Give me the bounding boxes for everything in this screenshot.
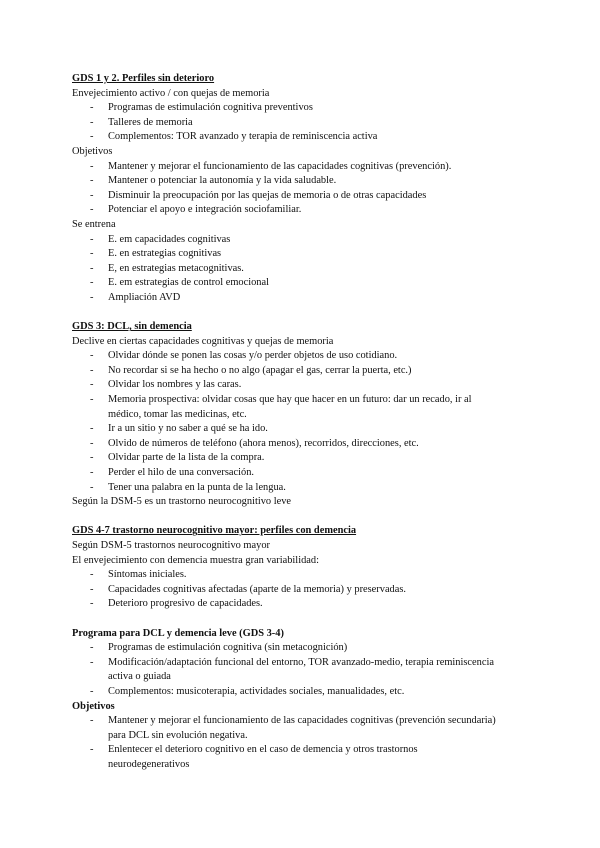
list-item-line: para DCL sin evolución negativa. xyxy=(108,729,248,741)
section-line: El envejecimiento con demencia muestra gran variabilidad: xyxy=(72,554,319,566)
list-item xyxy=(72,393,532,422)
objectives-label: Objetivos xyxy=(72,700,115,712)
list-item: - Complementos: musicoterapia, actividades sociales, manualidades, etc. xyxy=(72,685,532,700)
list-item: - Olvidar los nombres y las caras. xyxy=(72,378,532,393)
section-heading-gds-1-2: GDS 1 y 2. Perfiles sin deterioro xyxy=(72,73,215,84)
program-list xyxy=(72,641,532,699)
objectives-list xyxy=(72,160,532,218)
training-list xyxy=(72,233,532,306)
section-intro: Declive en ciertas capacidades cognitivas y quejas de memoria xyxy=(72,335,334,347)
list-item: - Tener una palabra en la punta de la lengua. xyxy=(72,481,532,496)
section-line: Según DSM-5 trastornos neurocognitivo mayor xyxy=(72,540,270,551)
list-item-line: - Modificación/adaptación funcional del entorno, TOR avanzado-medio, terapia reminiscencia xyxy=(108,656,494,668)
spacer xyxy=(72,612,532,627)
list-item: - E. em estrategias de control emocional xyxy=(72,276,532,291)
document-body xyxy=(72,72,532,773)
list-item xyxy=(72,743,532,772)
list-item xyxy=(72,656,532,685)
list-item: - Mantener o potenciar la autonomía y la vida saludable. xyxy=(72,174,532,189)
section-heading-gds-4-7: GDS 4-7 trastorno neurocognitivo mayor: perfiles con demencia xyxy=(72,525,357,537)
list-item: - Olvidar parte de la lista de la compra. xyxy=(72,451,532,466)
list-item-line: - Mantener y mejorar el funcionamiento de las capacidades cognitivas (prevención secundaria) xyxy=(108,715,496,727)
list-item: - E. en estrategias cognitivas xyxy=(72,247,532,262)
spacer xyxy=(72,306,532,321)
program-list xyxy=(72,101,532,145)
list-item: - Complementos: TOR avanzado y terapia de reminiscencia activa xyxy=(72,130,532,145)
list-item: - Capacidades cognitivas afectadas (aparte de la memoria) y preservadas. xyxy=(72,583,532,598)
list-item xyxy=(72,714,532,743)
list-item-line: neurodegenerativos xyxy=(108,758,190,770)
spacer xyxy=(72,510,532,525)
list-item: - Síntomas iniciales. xyxy=(72,568,532,583)
section-heading-programa: Programa para DCL y demencia leve (GDS 3-4) xyxy=(72,627,284,639)
list-item: - Olvido de números de teléfono (ahora menos), recorridos, direcciones, etc. xyxy=(72,437,532,452)
list-item: - Ir a un sitio y no saber a qué se ha ido. xyxy=(72,422,532,437)
list-item: - Mantener y mejorar el funcionamiento de las capacidades cognitivas (prevención). xyxy=(72,160,532,175)
list-item: - Programas de estimulación cognitiva (sin metacognición) xyxy=(72,641,532,656)
section-outro: Según la DSM-5 es un trastorno neurocognitivo leve xyxy=(72,496,292,508)
section-heading-gds-3: GDS 3: DCL, sin demencia xyxy=(72,321,192,333)
list-item-line: - Enlentecer el deterioro cognitivo en el caso de demencia y otros trastornos xyxy=(108,744,418,756)
list-item: - Programas de estimulación cognitiva preventivos xyxy=(72,101,532,116)
list-item: - E, en estrategias metacognitivas. xyxy=(72,262,532,277)
list-item: - Talleres de memoria xyxy=(72,116,532,131)
list-item: - No recordar si se ha hecho o no algo (apagar el gas, cerrar la puerta, etc.) xyxy=(72,364,532,379)
section-intro: Envejecimiento activo / con quejas de memoria xyxy=(72,87,270,99)
list-item-line: activa o guiada xyxy=(108,671,171,683)
list-item: - E. em capacidades cognitivas xyxy=(72,233,532,248)
list-item: - Olvidar dónde se ponen las cosas y/o perder objetos de uso cotidiano. xyxy=(72,349,532,364)
objectives-label: Objetivos xyxy=(72,145,113,157)
list-item: - Perder el hilo de una conversación. xyxy=(72,466,532,481)
list-item: - Potenciar el apoyo e integración sociofamiliar. xyxy=(72,203,532,218)
list-item-line: médico, tomar las medicinas, etc. xyxy=(108,408,247,420)
symptoms-list xyxy=(72,349,532,495)
variability-list xyxy=(72,568,532,612)
training-label: Se entrena xyxy=(72,218,116,230)
list-item-line: - Memoria prospectiva: olvidar cosas que hay que hacer en un futuro: dar un recado, ir al xyxy=(108,394,472,406)
list-item: - Deterioro progresivo de capacidades. xyxy=(72,597,532,612)
list-item: - Ampliación AVD xyxy=(72,291,532,306)
list-item: - Disminuir la preocupación por las quejas de memoria o de otras capacidades xyxy=(72,189,532,204)
objectives-list xyxy=(72,714,532,772)
